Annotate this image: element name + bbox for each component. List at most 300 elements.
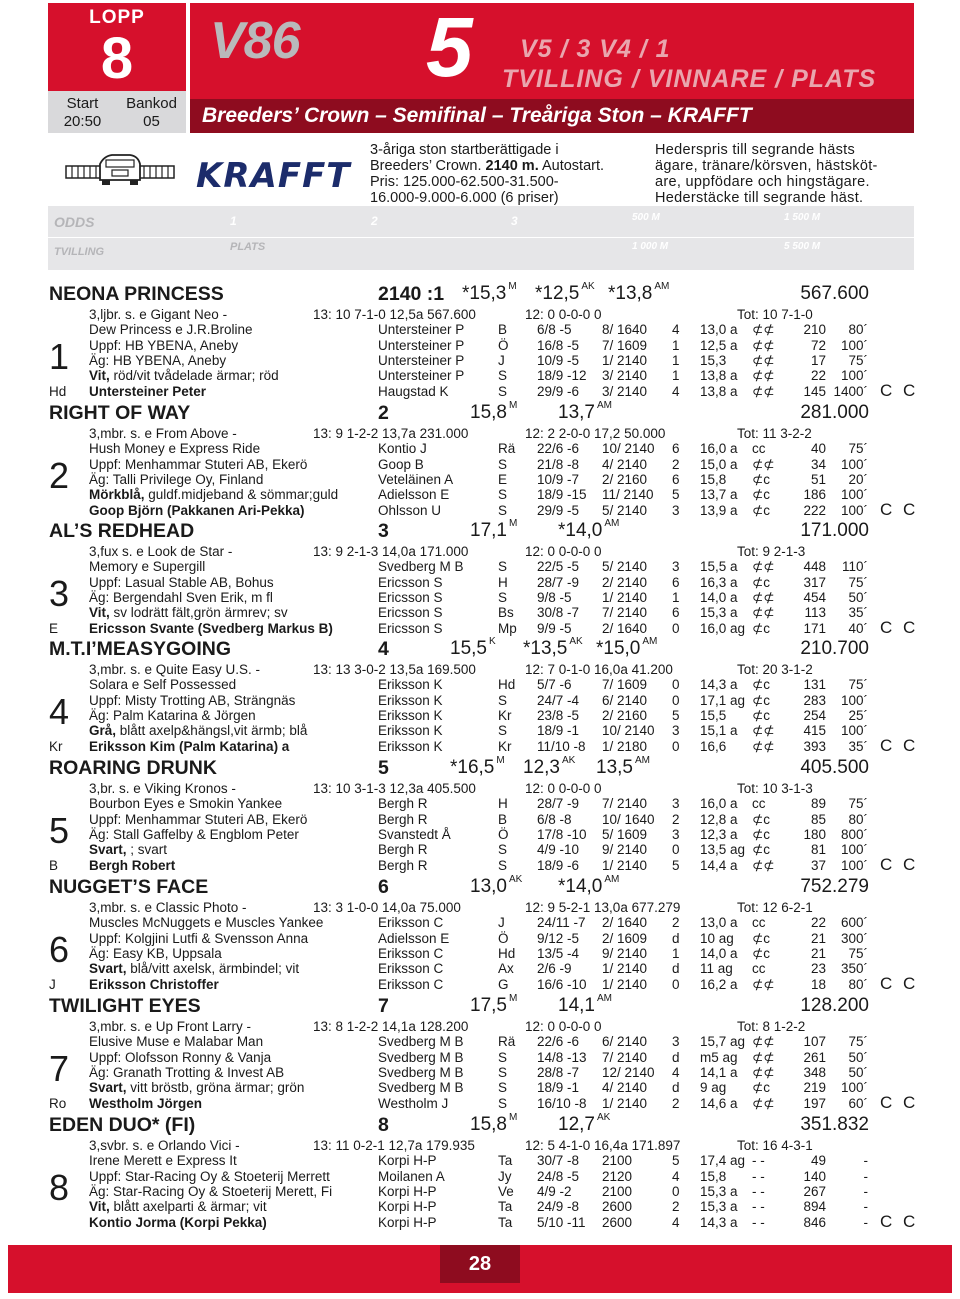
start-cell: 15,3 (700, 352, 727, 368)
prize-info (655, 142, 925, 206)
horse-detail-line: Uppf: Menhammar Stuteri AB, Ekerö (89, 811, 308, 827)
start-cell: 9/ 2140 (602, 842, 648, 858)
start-cell: 16/8 -5 (537, 337, 580, 353)
start-cell: J (498, 352, 505, 368)
start-cell: Eriksson C (378, 915, 444, 931)
start-cell: 15,8 (700, 471, 727, 487)
start-cell: 50´ (848, 589, 868, 605)
start-cell: ⊄⊄ (752, 337, 775, 353)
start-cell: 0 (672, 677, 680, 693)
odds-type: AM (604, 518, 620, 529)
bankod-label: Bankod (126, 95, 177, 112)
start-cell: 5 (672, 1153, 680, 1169)
start-cell: 219 (803, 1080, 826, 1096)
start-cell: S (498, 487, 508, 503)
start-cell: 1 (672, 589, 680, 605)
start-cell: 0 (672, 620, 680, 636)
odds-number: 15,5 (450, 638, 487, 659)
start-cell: ⊄⊄ (752, 322, 775, 338)
cc-marker: C C (880, 617, 919, 637)
start-cell: 13/5 -4 (537, 945, 580, 961)
colors-rest: vitt bröstb, gröna ärmar; grön (126, 1080, 305, 1096)
start-cell: S (498, 1095, 508, 1111)
start-cell: 3 (672, 723, 680, 739)
start-cell: 15,5 a (700, 559, 738, 575)
horse-detail-line (89, 961, 299, 976)
start-cell: Adielsson E (378, 487, 450, 503)
start-cell: 12,5 a (700, 337, 738, 353)
shoe-code: Ro (49, 1095, 67, 1111)
start-number: 7 (49, 1048, 70, 1089)
description-line: Pris: 125.000-62.500-31.500- (370, 174, 559, 190)
prize-line: Hederstäcke till segrande häst. (655, 190, 864, 206)
start-cell: 145 (803, 383, 826, 399)
odds-type: M (508, 1112, 518, 1123)
start-cell: - - (752, 1214, 765, 1230)
start-position: 4 (378, 638, 389, 660)
start-cell: 2 (672, 915, 680, 931)
cc-marker: C C (880, 854, 919, 874)
start-cell: 17,1 ag (700, 692, 746, 708)
start-cell: ⊄c (752, 826, 771, 842)
start-cell: 5/10 -11 (537, 1214, 586, 1230)
start-cell: 186 (803, 487, 826, 503)
start-cell: Svedberg M B (378, 1049, 464, 1065)
start-cell: 2/6 -9 (537, 961, 572, 977)
start-cell: 29/9 -5 (537, 502, 580, 518)
start-cell: Ta (498, 1214, 513, 1230)
start-cell: 60´ (848, 1095, 868, 1111)
start-cell: 80´ (848, 322, 868, 338)
start-cell: 13,5 ag (700, 842, 746, 858)
horse-detail-line (89, 1080, 304, 1095)
stats-2013: 13: 10 7-1-0 12,5a 567.600 (313, 307, 476, 322)
start-number: 8 (49, 1167, 70, 1208)
horse-info: 3,mbr. s. e Quite Easy U.S. - (89, 662, 261, 677)
earnings-total: 210.700 (800, 638, 869, 659)
start-cell: ⊄c (752, 502, 771, 518)
start-cell: 222 (803, 502, 826, 518)
start-cell: d (672, 961, 680, 977)
start-cell: ⊄c (752, 842, 771, 858)
start-cell: S (498, 1064, 508, 1080)
start-cell: 6 (672, 574, 680, 590)
start-cell: 110´ (841, 559, 868, 575)
start-cell: 9/12 -5 (537, 930, 580, 946)
start-cell: ⊄⊄ (752, 857, 775, 873)
stats-2012: 12: 7 0-1-0 16,0a 41.200 (525, 662, 673, 677)
odds-value (596, 757, 650, 779)
stats-2012: 12: 0 0-0-0 0 (525, 307, 602, 322)
start-cell: Svedberg M B (378, 1064, 464, 1080)
start-cell: ⊄c (752, 707, 771, 723)
sponsor-logo: KRAFFT (196, 156, 351, 196)
odds-value (470, 520, 517, 542)
start-cell: 4/ 2140 (602, 1080, 648, 1096)
stats-2013: 13: 10 3-1-3 12,3a 405.500 (313, 781, 476, 796)
start-cell: m5 ag (700, 1049, 738, 1065)
start-cell: 100´ (840, 456, 868, 472)
start-cell: ⊄c (752, 811, 771, 827)
start-cell: Svanstedt Å (378, 826, 451, 842)
start-cell: 18/9 -15 (537, 487, 587, 503)
odds-number: 15,8 (470, 402, 507, 423)
start-cell: ⊄c (752, 574, 771, 590)
stats-2013: 13: 9 1-2-2 13,7a 231.000 (313, 426, 469, 441)
start-cell: ⊄⊄ (752, 1049, 775, 1065)
driver-name: Kontio Jorma (Korpi Pekka) (89, 1214, 267, 1230)
odds-number: 13,0 (470, 876, 507, 897)
start-cell: 50´ (848, 1049, 868, 1065)
start-cell: 15,8 (700, 1168, 727, 1184)
horse-name: NUGGET’S FACE (49, 876, 209, 898)
start-cell: 100´ (840, 842, 868, 858)
start-cell: 22 (810, 915, 826, 931)
start-cell: 89 (810, 796, 826, 812)
start-cell: 2/ 2160 (602, 707, 648, 723)
start-cell: 24/9 -8 (537, 1199, 580, 1215)
start-cell: 5 (672, 487, 680, 503)
start-cell: 6/ 2140 (602, 692, 648, 708)
start-cell: 14,1 a (700, 1064, 738, 1080)
start-cell: 14/8 -13 (537, 1049, 587, 1065)
start-cell: Svedberg M B (378, 1034, 464, 1050)
start-cell: 0 (672, 976, 680, 992)
start-cell: Mp (498, 620, 517, 636)
colors-lead: Svart, (89, 1080, 127, 1096)
start-cell: 75´ (848, 945, 868, 961)
horse-name: ROARING DRUNK (49, 757, 217, 779)
cc-marker: C C (880, 973, 919, 993)
start-cell: 24/7 -4 (537, 692, 580, 708)
stats-total: Tot: 11 3-2-2 (737, 426, 812, 441)
autostart-car-icon (64, 150, 176, 190)
odds-number: *15,3 (462, 283, 507, 304)
horse-detail-line: Äg: Easy KB, Uppsala (89, 945, 222, 961)
colors-rest: blå/vitt axelsk, ärmbindel; vit (126, 961, 300, 977)
horse-info: 3,fux s. e Look de Star - (89, 544, 233, 559)
horse-info: 3,mbr. s. e Classic Photo - (89, 900, 247, 915)
start-cell: 25´ (848, 707, 868, 723)
stats-2012: 12: 5 4-1-0 16,4a 171.897 (525, 1138, 681, 1153)
start-cell: 2120 (602, 1168, 633, 1184)
start-cell: 3 (672, 559, 680, 575)
start-cell: 14,3 a (700, 677, 738, 693)
start-cell: S (498, 842, 508, 858)
start-cell: 10/ 2140 (602, 441, 655, 457)
start-cell: 4/9 -10 (537, 842, 580, 858)
odds-col-2: 2 (371, 214, 378, 228)
start-cell: 20´ (848, 471, 868, 487)
start-cell: 1/ 2140 (602, 976, 648, 992)
start-cell: 7/ 1609 (602, 337, 648, 353)
start-cell: 14,6 a (700, 1095, 738, 1111)
start-cell: G (498, 976, 509, 992)
start-cell: 16,0 a (700, 441, 738, 457)
start-cell: 2/ 2160 (602, 471, 648, 487)
shoe-code: J (49, 976, 56, 992)
start-cell: 100´ (840, 337, 868, 353)
start-cell: ⊄⊄ (752, 1064, 775, 1080)
horse-name: TWILIGHT EYES (49, 995, 201, 1017)
race-description (370, 142, 645, 206)
horse-detail-line: Elusive Muse e Malabar Man (89, 1034, 264, 1050)
start-cell: Svedberg M B (378, 1080, 464, 1096)
start-cell: 28/8 -7 (537, 1064, 580, 1080)
horse-detail-line: Äg: Talli Privilege Oy, Finland (89, 471, 264, 487)
start-cell: 13,0 a (700, 322, 738, 338)
colors-rest: guldf.midjeband & sömmar;guld (144, 487, 339, 503)
start-cell: B (498, 322, 508, 338)
start-cell: 15,3 a (700, 1183, 738, 1199)
bet-types-line-2: TVILLING / VINNARE / PLATS (502, 65, 877, 93)
start-cell: 846 (803, 1214, 826, 1230)
start-cell: cc (752, 915, 766, 931)
start-cell: 3 (672, 796, 680, 812)
start-cell: 30/8 -7 (537, 605, 580, 621)
start-cell: 210 (803, 322, 826, 338)
start-cell: ⊄⊄ (752, 559, 775, 575)
start-cell: 1 (672, 945, 680, 961)
start-cell: 1/ 2140 (602, 1095, 648, 1111)
start-cell: 1400´ (833, 383, 868, 399)
earnings-total: 752.279 (800, 876, 869, 897)
start-cell: Veteläinen A (378, 471, 454, 487)
start-cell: 21 (810, 930, 826, 946)
start-cell: ⊄⊄ (752, 352, 775, 368)
amount-bottom-2: 5 500 M (784, 241, 821, 252)
driver-name: Bergh Robert (89, 857, 176, 873)
odds-number: *12,5 (535, 283, 580, 304)
start-cell: 14,0 a (700, 589, 738, 605)
start-cell: 12/ 2140 (602, 1064, 655, 1080)
start-cell: 34 (810, 456, 826, 472)
colors-lead: Vit, (89, 368, 110, 384)
start-cell: Korpi H-P (378, 1183, 437, 1199)
amount-top-2: 1 500 M (784, 212, 821, 223)
odds-number: 12,3 (523, 757, 560, 778)
bankod-box (117, 91, 186, 133)
start-cell: Korpi H-P (378, 1153, 437, 1169)
horse-detail-line: Irene Merett e Express It (89, 1153, 237, 1169)
start-cell: ⊄c (752, 692, 771, 708)
start-cell: ⊄c (752, 677, 771, 693)
colors-lead: Svart, (89, 961, 127, 977)
start-cell: 2/ 1640 (602, 915, 648, 931)
start-cell: 24/11 -7 (537, 915, 586, 931)
start-number: 2 (49, 455, 70, 496)
start-cell: ⊄⊄ (752, 976, 775, 992)
start-cell: 3 (672, 1034, 680, 1050)
start-number: 1 (49, 336, 70, 377)
start-cell: ⊄⊄ (752, 383, 775, 399)
odds-type: M (496, 755, 505, 766)
odds-type: AK (569, 636, 583, 647)
stats-2012: 12: 9 5-2-1 13,0a 677.279 (525, 900, 681, 915)
odds-value (470, 1114, 517, 1136)
start-cell: - (863, 1153, 868, 1169)
start-cell: 7/ 2140 (602, 605, 648, 621)
start-cell: 600´ (840, 915, 868, 931)
description-line: 3-åriga ston startberättigade i (370, 142, 559, 158)
start-cell: 12,3 a (700, 826, 738, 842)
start-cell: cc (752, 441, 766, 457)
start-cell: 4 (672, 1168, 680, 1184)
start-cell: 4 (672, 1064, 680, 1080)
odds-type: AK (581, 281, 595, 292)
start-cell: 7/ 2140 (602, 1049, 648, 1065)
start-cell: H (498, 574, 508, 590)
start-cell: 2600 (602, 1199, 633, 1215)
cc-marker: C C (880, 1092, 919, 1112)
start-cell: - - (752, 1153, 765, 1169)
driver-name: Westholm Jörgen (89, 1095, 203, 1111)
start-cell: - (863, 1214, 868, 1230)
start-cell: d (672, 1080, 680, 1096)
start-cell: 9 ag (700, 1080, 727, 1096)
start-cell: 6 (672, 605, 680, 621)
start-cell: 14,4 a (700, 857, 738, 873)
start-cell: ⊄⊄ (752, 456, 775, 472)
odds-number: 15,8 (470, 1114, 507, 1135)
start-cell: 14,3 a (700, 1214, 738, 1230)
odds-number: *15,0 (596, 638, 641, 659)
odds-type: M (508, 518, 518, 529)
colors-rest: blått axelparti & ärmar; vit (109, 1199, 267, 1215)
start-cell: Eriksson K (378, 707, 443, 723)
start-cell: 300´ (840, 930, 868, 946)
stats-total: Tot: 9 2-1-3 (737, 544, 806, 559)
start-cell: 28/7 -9 (537, 796, 580, 812)
prize-line: ägare, tränare/körsven, hästsköt- (655, 158, 878, 174)
start-cell: Korpi H-P (378, 1199, 437, 1215)
odds-col-3: 3 (511, 214, 518, 228)
start-cell: ⊄⊄ (752, 368, 775, 384)
start-cell: S (498, 368, 508, 384)
colors-lead: Mörkblå, (89, 487, 145, 503)
stats-total: Tot: 8 1-2-2 (737, 1019, 806, 1034)
start-cell: S (498, 723, 508, 739)
start-cell: 28/7 -9 (537, 574, 580, 590)
start-cell: Kr (498, 738, 512, 754)
start-cell: Goop B (378, 456, 424, 472)
start-cell: ⊄⊄ (752, 738, 775, 754)
start-cell: 15,3 a (700, 605, 738, 621)
start-cell: 13,9 a (700, 502, 738, 518)
colors-rest: ; svart (126, 842, 168, 858)
horse-info: 3,br. s. e Viking Kronos - (89, 781, 236, 796)
start-cell: 22/5 -5 (537, 559, 580, 575)
odds-type: AK (561, 755, 576, 766)
start-cell: 17,4 ag (700, 1153, 746, 1169)
start-cell: 51 (810, 471, 826, 487)
start-cell: 2/ 2140 (602, 574, 648, 590)
shoe-code: B (49, 857, 59, 873)
driver-name: Goop Björn (Pakkanen Ari-Pekka) (89, 502, 305, 518)
start-cell: B (498, 811, 508, 827)
odds-number: *16,5 (450, 757, 495, 778)
start-cell: 2 (672, 1199, 680, 1215)
start-position: 2 (378, 402, 389, 424)
colors-lead: Vit, (89, 605, 110, 621)
start-cell: 2100 (602, 1153, 633, 1169)
start-cell: ⊄⊄ (752, 723, 775, 739)
start-cell: 9/8 -5 (537, 589, 572, 605)
odds-value (470, 402, 517, 424)
start-cell: 140 (803, 1168, 826, 1184)
start-cell: 50´ (848, 1064, 868, 1080)
start-cell: Eriksson C (378, 961, 444, 977)
odds-number: *13,5 (523, 638, 568, 659)
horse-detail-line: Uppf: Menhammar Stuteri AB, Ekerö (89, 456, 308, 472)
start-cell: 16,2 a (700, 976, 738, 992)
start-cell: S (498, 1080, 508, 1096)
start-cell: 15,0 a (700, 456, 738, 472)
start-cell: 7/ 2140 (602, 796, 648, 812)
start-cell: S (498, 857, 508, 873)
start-cell: S (498, 502, 508, 518)
start-cell: Kr (498, 707, 512, 723)
start-cell: Ericsson S (378, 574, 443, 590)
horse-detail-line: Äg: Palm Katarina & Jörgen (89, 707, 256, 723)
shoe-code: E (49, 620, 59, 636)
horse-info: 3,ljbr. s. e Gigant Neo - (89, 307, 228, 322)
start-cell: 29/9 -6 (537, 383, 580, 399)
start-cell: Eriksson K (378, 677, 443, 693)
start-cell: 5/ 2140 (602, 502, 648, 518)
race-number-big: 5 (426, 3, 473, 94)
driver-name: Eriksson Christoffer (89, 976, 219, 992)
start-cell: 35´ (848, 605, 868, 621)
start-cell: 0 (672, 738, 680, 754)
start-cell: ⊄c (752, 471, 771, 487)
start-cell: 15,1 a (700, 723, 738, 739)
start-position: 7 (378, 995, 389, 1017)
start-cell: ⊄c (752, 1080, 771, 1096)
start-cell: 415 (803, 723, 826, 739)
start-cell: - - (752, 1183, 765, 1199)
start-cell: 11/ 2140 (602, 487, 654, 503)
start-cell: 9/ 2140 (602, 945, 648, 961)
start-cell: 317 (803, 574, 826, 590)
stats-2012: 12: 0 0-0-0 0 (525, 1019, 602, 1034)
odds-type: AM (604, 874, 620, 885)
horse-detail-line: Uppf: Kolgjini Lutfi & Svensson Anna (89, 930, 309, 946)
odds-value (608, 283, 669, 305)
odds-value (558, 520, 619, 542)
start-cell: 2 (672, 811, 680, 827)
start-cell: 800´ (840, 826, 868, 842)
odds-value (558, 876, 619, 898)
start-cell: Haugstad K (378, 383, 449, 399)
start-cell: J (498, 915, 505, 931)
start-cell: 1 (672, 368, 680, 384)
horse-detail-line: Uppf: Olofsson Ronny & Vanja (89, 1049, 272, 1065)
odds-number: 14,1 (558, 995, 595, 1016)
start-cell: Ta (498, 1199, 513, 1215)
start-cell: 3 (672, 502, 680, 518)
lopp-label: LOPP (89, 7, 145, 28)
start-cell: 13,0 a (700, 915, 738, 931)
odds-number: 13,5 (596, 757, 633, 778)
start-cell: 75´ (848, 677, 868, 693)
horse-name: RIGHT OF WAY (49, 402, 191, 424)
start-cell: 17 (810, 352, 826, 368)
start-cell: 16,6 (700, 738, 727, 754)
start-cell: 16,0 ag (700, 620, 746, 636)
start-cell: 350´ (840, 961, 868, 977)
description-line: Breeders’ Crown. 2140 m. Autostart. (370, 158, 605, 174)
